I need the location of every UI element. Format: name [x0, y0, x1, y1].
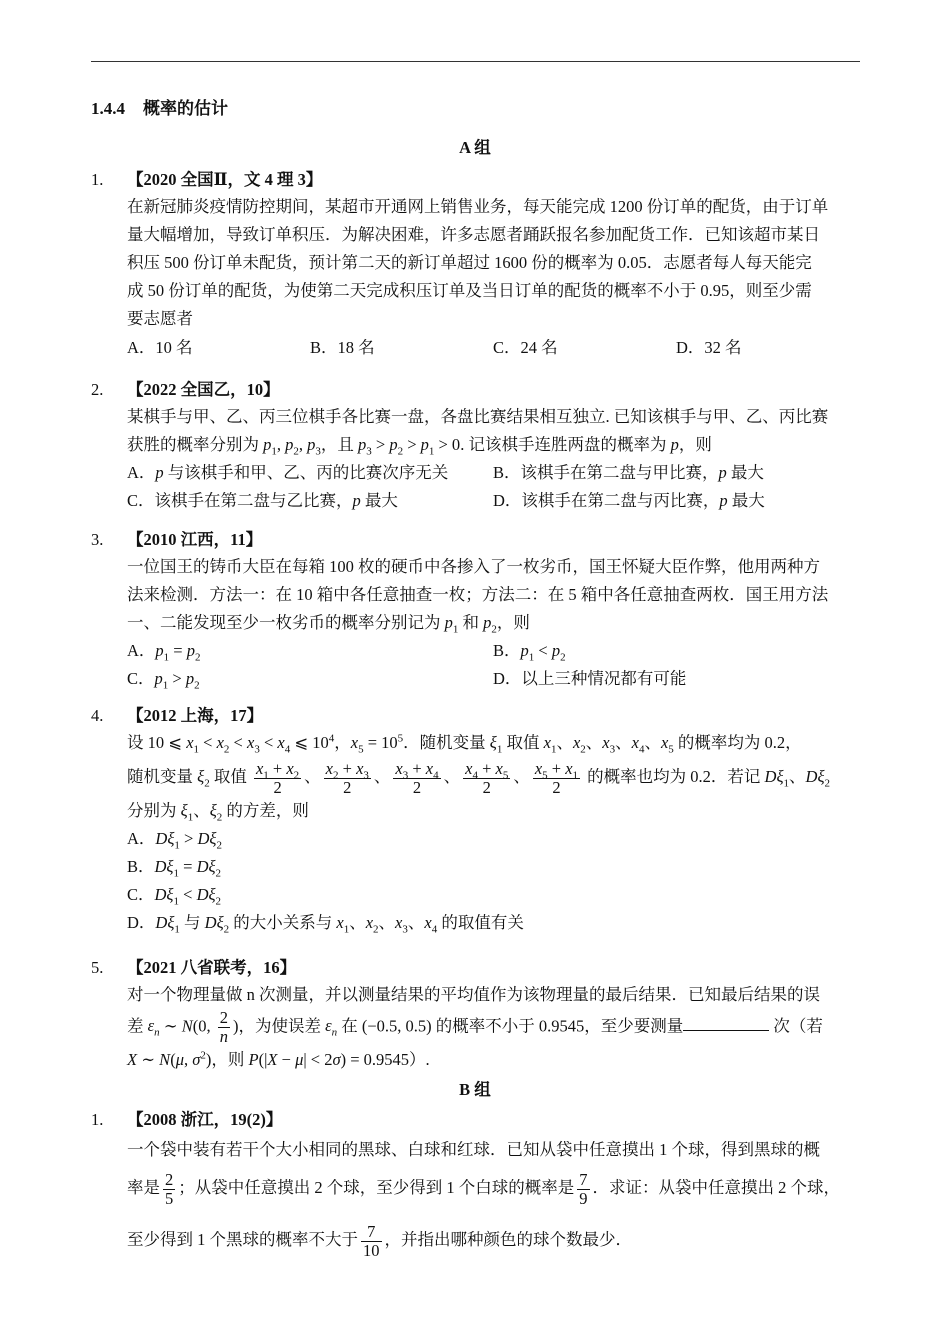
options [127, 637, 861, 693]
option-d: D．$D\xi_1$ 与 $D\xi_2$ 的大小关系与 $x_1$、$x_2$、$x_3$、$x_4$ 的取值有关 [127, 913, 524, 936]
fraction: $\frac{2}{5}$ [165, 1169, 174, 1208]
option-d: D．32 名 [676, 338, 742, 357]
question-source: 【2021 八省联考，16】 [127, 958, 297, 977]
text-line: 一位国王的铸币大臣在每箱 100 枚的硬币中各掺入了一枚劣币，国王怀疑大臣作弊，他用两种方 [127, 557, 820, 576]
fraction: $\frac{x_3 + x_4}{2}$ [395, 758, 439, 797]
option-b: B．18 名 [310, 338, 375, 357]
fraction: $\frac{7}{10}$ [363, 1221, 380, 1260]
question-header [91, 166, 861, 190]
option-a: A．10 名 [127, 338, 193, 357]
fraction: $\frac{7}{9}$ [579, 1169, 588, 1208]
text-line: 获胜的概率分别为 $p_1$, $p_2$, $p_3$，且 $p_3 > p_2 > p_1 > 0$. 记该棋手连胜两盘的概率为 p，则 [127, 435, 712, 458]
question-header [91, 702, 861, 726]
text-line: 对一个物理量做 n 次测量，并以测量结果的平均值作为该物理量的最后结果．已知最后结果的误 [127, 985, 820, 1004]
option-b: B．$p_1 < p_2$ [493, 641, 566, 664]
text-line: 一、二能发现至少一枚劣币的概率分别记为 $p_1$ 和 $p_2$，则 [127, 613, 530, 636]
fraction: $\frac{2}{n}$ [219, 1008, 228, 1046]
question-number: 5. [91, 958, 104, 977]
question-number: 1. [91, 170, 104, 189]
text-line: 量大幅增加，导致订单积压．为解决困难，许多志愿者踊跃报名参加配货工作．已知该超市某日 [127, 225, 820, 244]
question-a5 [91, 954, 861, 1074]
text-line: 一个袋中装有若干个大小相同的黑球、白球和红球．已知从袋中任意摸出 1 个球，得到黑球的概 [127, 1140, 820, 1159]
group-b-heading: B 组 [459, 1080, 491, 1099]
question-number: 3. [91, 530, 104, 549]
question-text [127, 981, 861, 1074]
question-source: 【2020 全国Ⅱ，文 4 理 3】 [127, 170, 323, 189]
question-header [91, 526, 861, 550]
text-line: 设 10 ⩽ $x_1 < x_2 < x_3 < x_4$ ⩽ $10^4$，$x_5 = 10^5$．随机变量 $\xi_1$ 取值 $x_1$、$x_2$、$x_3$、$x_4$、$x_5$ 的概率均为 0.2， [127, 732, 802, 756]
option-d: D．以上三种情况都有可能 [493, 669, 687, 688]
question-a3 [91, 526, 861, 693]
text-line: 在新冠肺炎疫情防控期间，某超市开通网上销售业务，每天能完成 1200 份订单的配货，由于订单 [127, 197, 829, 216]
option-b: B．$D\xi_1 = D\xi_2$ [127, 857, 222, 880]
option-a: A．p 与该棋手和甲、乙、丙的比赛次序无关 [127, 463, 449, 482]
section-number: 1.4.4 [91, 99, 125, 118]
header-rule [91, 61, 860, 62]
text-line: 某棋手与甲、乙、丙三位棋手各比赛一盘，各盘比赛结果相互独立. 已知该棋手与甲、乙、丙比赛 [127, 407, 829, 426]
question-source: 【2010 江西，11】 [127, 530, 263, 549]
option-d: D．该棋手在第二盘与丙比赛，p 最大 [493, 491, 765, 510]
text-line: 随机变量 $\xi_2$ 取值 $\frac{x_1 + x_2}{2}$ 、 $\frac{x_2 + x_3}{2}$ 、 $\frac{x_3 + x_4}{2}$ 、 $\frac{x_4 + x_5}{2}$ 、 $\frac{x_5 + x_1}{2}$ 的概率也均为 0.2．若记 $D\xi_1$、$D\xi_2$ [127, 758, 831, 797]
text-line: 至少得到 1 个黑球的概率不大于 $\frac{7}{10}$ ，并指出哪种颜色的球个数最少． [127, 1221, 632, 1260]
text-line: 分别为 $\xi_1$、$\xi_2$ 的方差，则 [127, 801, 309, 824]
text-line: 要志愿者 [127, 309, 193, 328]
question-header [91, 954, 861, 978]
group-a-heading: A 组 [459, 138, 491, 157]
question-source: 【2022 全国乙，10】 [127, 380, 280, 399]
question-a4 [91, 702, 861, 937]
option-a: A．$p_1 = p_2$ [127, 641, 201, 664]
fraction: $\frac{x_4 + x_5}{2}$ [465, 758, 509, 797]
text-line: 差 $\varepsilon_n$ ∼ N(0, $\frac{2}{n}$ )，为使误差 $\varepsilon_n$ 在 (−0.5, 0.5) 的概率不小于 0.9545，至少要测量 次（若 [127, 1008, 823, 1046]
text-line: 率是 $\frac{2}{5}$ ；从袋中任意摸出 2 个球，至少得到 1 个白球的概率是 $\frac{7}{9}$ ．求证：从袋中任意摸出 2 个球， [127, 1169, 840, 1208]
text-line: 法来检测．方法一：在 10 箱中各任意抽查一枚；方法二：在 5 箱中各任意抽查两枚．国王用方法 [127, 585, 829, 604]
text-line: 积压 500 份订单未配货，预计第二天的新订单超过 1600 份的概率为 0.05．志愿者每人每天能完 [127, 253, 812, 272]
fraction: $\frac{x_5 + x_1}{2}$ [534, 758, 579, 797]
option-c: C．$p_1 > p_2$ [127, 669, 200, 692]
question-b1 [91, 1106, 861, 1268]
question-number: 4. [91, 706, 104, 725]
option-c: C．该棋手在第二盘与乙比赛，p 最大 [127, 491, 398, 510]
question-text [127, 729, 861, 825]
option-c: C．$D\xi_1 < D\xi_2$ [127, 885, 222, 908]
question-number: 2. [91, 380, 104, 399]
option-a: A．$D\xi_1 > D\xi_2$ [127, 829, 222, 852]
fraction: $\frac{x_1 + x_2}{2}$ [255, 758, 300, 797]
question-a1 [91, 166, 861, 361]
question-source: 【2012 上海，17】 [127, 706, 264, 725]
text-line: 成 50 份订单的配货，为使第二天完成积压订单及当日订单的配货的概率不小于 0.95，则至少需 [127, 281, 812, 300]
option-b: B．该棋手在第二盘与甲比赛，p 最大 [493, 463, 764, 482]
question-header [91, 376, 861, 400]
section-title [91, 94, 228, 119]
options [127, 335, 861, 361]
question-number: 1. [91, 1110, 104, 1129]
text-line: X ∼ N(μ, $\sigma^2$)，则 P(|X − μ| < 2σ) = 0.9545）. [127, 1049, 430, 1069]
option-c: C．24 名 [493, 338, 558, 357]
question-text [127, 1136, 861, 1268]
section-name: 概率的估计 [143, 99, 228, 118]
question-a2 [91, 376, 861, 515]
question-text [127, 553, 861, 637]
question-header [91, 1106, 861, 1130]
options [127, 825, 861, 937]
question-text [127, 403, 861, 459]
answer-blank[interactable] [683, 1016, 769, 1031]
question-source: 【2008 浙江，19(2)】 [127, 1110, 283, 1129]
fraction: $\frac{x_2 + x_3}{2}$ [325, 758, 369, 797]
options [127, 459, 861, 515]
question-text [127, 193, 861, 333]
